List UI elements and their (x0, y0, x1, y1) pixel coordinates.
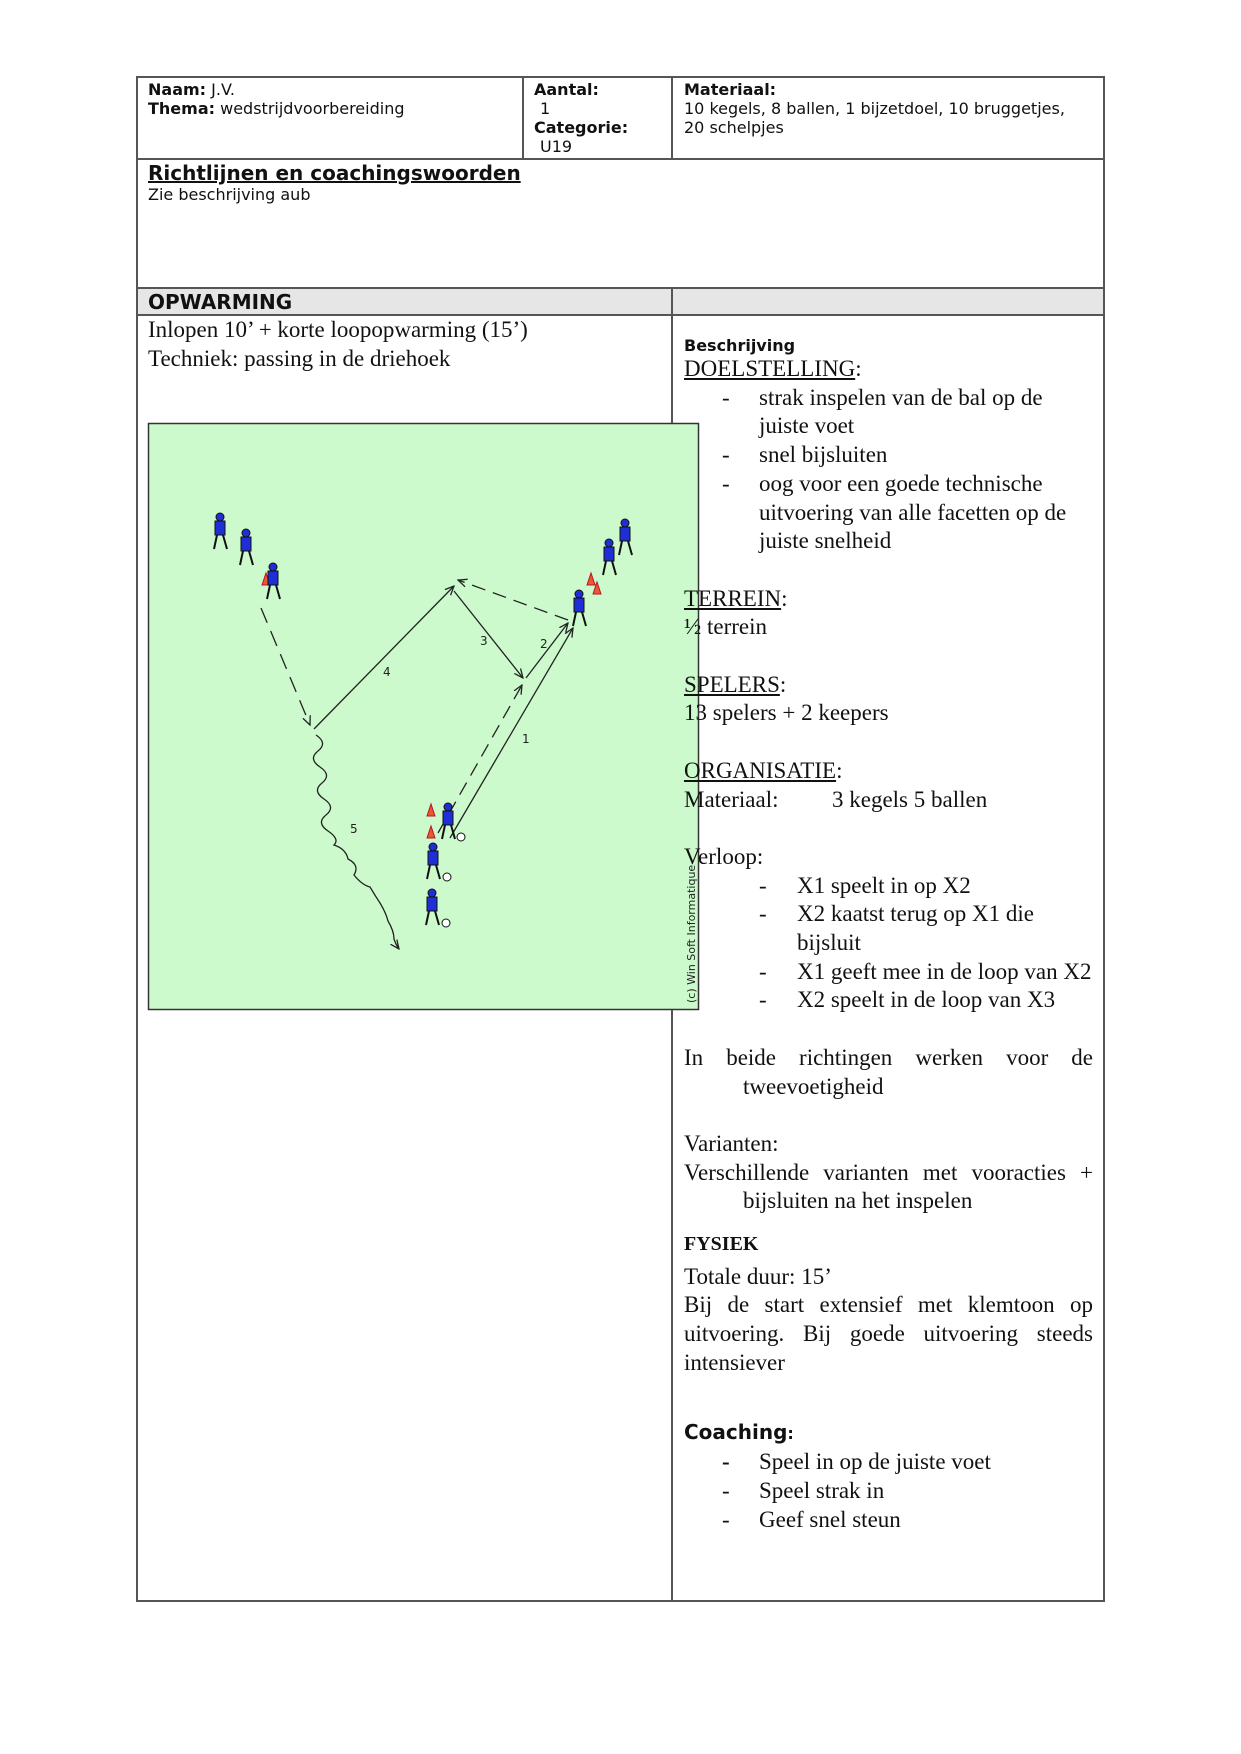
organisatie-materiaal (684, 786, 1093, 815)
spelers-heading (684, 671, 1093, 700)
verloop-label: Verloop: (684, 843, 764, 869)
richtingen-text: In beide richtingen werken voor de tweevoetigheid (684, 1044, 1093, 1099)
spelers-title: SPELERS (684, 671, 780, 697)
varianten-text: Verschillende varianten met vooracties + bijsluiten na het inspelen (684, 1159, 1093, 1214)
list-item: - Speel in op de juiste voet (722, 1449, 991, 1475)
terrein-title: TERREIN (684, 585, 782, 611)
org-materiaal-value: 3 kegels 5 ballen (832, 786, 988, 812)
fysiek-title: FYSIEK (684, 1233, 759, 1255)
materiaal-value-line1: 10 kegels, 8 ballen, 1 bijzetdoel, 10 bruggetjes, (684, 99, 1065, 118)
coaching-list (684, 1448, 1093, 1534)
thema-label: Thema: (148, 99, 216, 118)
fysiek-text: Bij de start extensief met klemtoon op uitvoering. Bij goede uitvoering steeds intensiever (684, 1292, 1093, 1375)
organisatie-colon: : (836, 757, 843, 783)
exercise-diagram (148, 423, 699, 1010)
coaching-title: Coaching (684, 1419, 788, 1444)
opwarming-line2: Techniek: passing in de driehoek (148, 345, 451, 371)
beschrijving-title: Beschrijving (684, 336, 796, 355)
coaching-colon: : (787, 1423, 794, 1443)
spelers-value: 13 spelers + 2 keepers (684, 700, 889, 726)
pass-label-3: 3 (480, 634, 488, 648)
categorie-value: U19 (540, 137, 573, 156)
aantal-value: 1 (540, 99, 551, 118)
richtlijnen-title: Richtlijnen en coachingswoorden (148, 161, 521, 185)
categorie-label: Categorie: (534, 118, 629, 137)
list-item: - X2 speelt in de loop van X3 (759, 987, 1056, 1013)
list-item: - oog voor een goede technische uitvoering van alle facetten op de juiste snelheid (722, 470, 1067, 554)
doelstelling-list (684, 384, 1093, 556)
list-item: - X1 geeft mee in de loop van X2 (759, 958, 1092, 984)
list-item: - Geef snel steun (722, 1506, 901, 1532)
header-materiaal-cell (684, 80, 1099, 137)
organisatie-title: ORGANISATIE (684, 757, 837, 783)
doelstelling-heading (684, 355, 1093, 384)
list-item: - Speel strak in (722, 1477, 885, 1503)
terrein-colon: : (781, 585, 788, 611)
pass-label-4: 4 (383, 665, 391, 679)
richtlijnen-cell (148, 161, 1088, 204)
naam-label: Naam: (148, 80, 207, 99)
materiaal-value-line2: 20 schelpjes (684, 118, 784, 137)
opwarming-title: OPWARMING (148, 290, 293, 314)
thema-value: wedstrijdvoorbereiding (220, 99, 405, 118)
varianten-label: Varianten: (684, 1130, 779, 1156)
header-aantal-cell (534, 80, 668, 156)
list-item: - X2 kaatst terug op X1 die bijsluit (759, 901, 1034, 955)
opwarming-line1: Inlopen 10’ + korte loopopwarming (15’) (148, 317, 528, 342)
diagram-copyright: (c) Win Soft Informatique (685, 864, 698, 1003)
coaching-heading (684, 1418, 1093, 1449)
organisatie-heading (684, 757, 1093, 786)
terrein-heading (684, 585, 1093, 614)
fysiek-duur: Totale duur: 15’ (684, 1263, 832, 1289)
aantal-label: Aantal: (534, 80, 599, 99)
header-name-cell (148, 80, 518, 118)
spelers-colon: : (779, 671, 787, 697)
pass-label-1: 1 (522, 732, 530, 746)
field (149, 424, 699, 1010)
list-item: - strak inspelen van de bal op de juiste voet (722, 384, 1043, 439)
naam-value: J.V. (211, 80, 235, 99)
doelstelling-title: DOELSTELLING (684, 356, 856, 381)
beschrijving-column (684, 336, 1093, 1534)
pass-label-5: 5 (350, 822, 358, 836)
terrein-value: ½ terrein (684, 614, 768, 640)
list-item: - X1 speelt in op X2 (759, 872, 971, 898)
org-materiaal-label: Materiaal: (684, 786, 779, 812)
richtlijnen-text: Zie beschrijving aub (148, 185, 311, 204)
pass-label-2: 2 (540, 637, 548, 651)
list-item: - snel bijsluiten (722, 442, 888, 468)
doelstelling-colon: : (855, 356, 862, 381)
opwarming-text (148, 316, 668, 373)
verloop-list (684, 872, 1093, 1016)
materiaal-label: Materiaal: (684, 80, 777, 99)
